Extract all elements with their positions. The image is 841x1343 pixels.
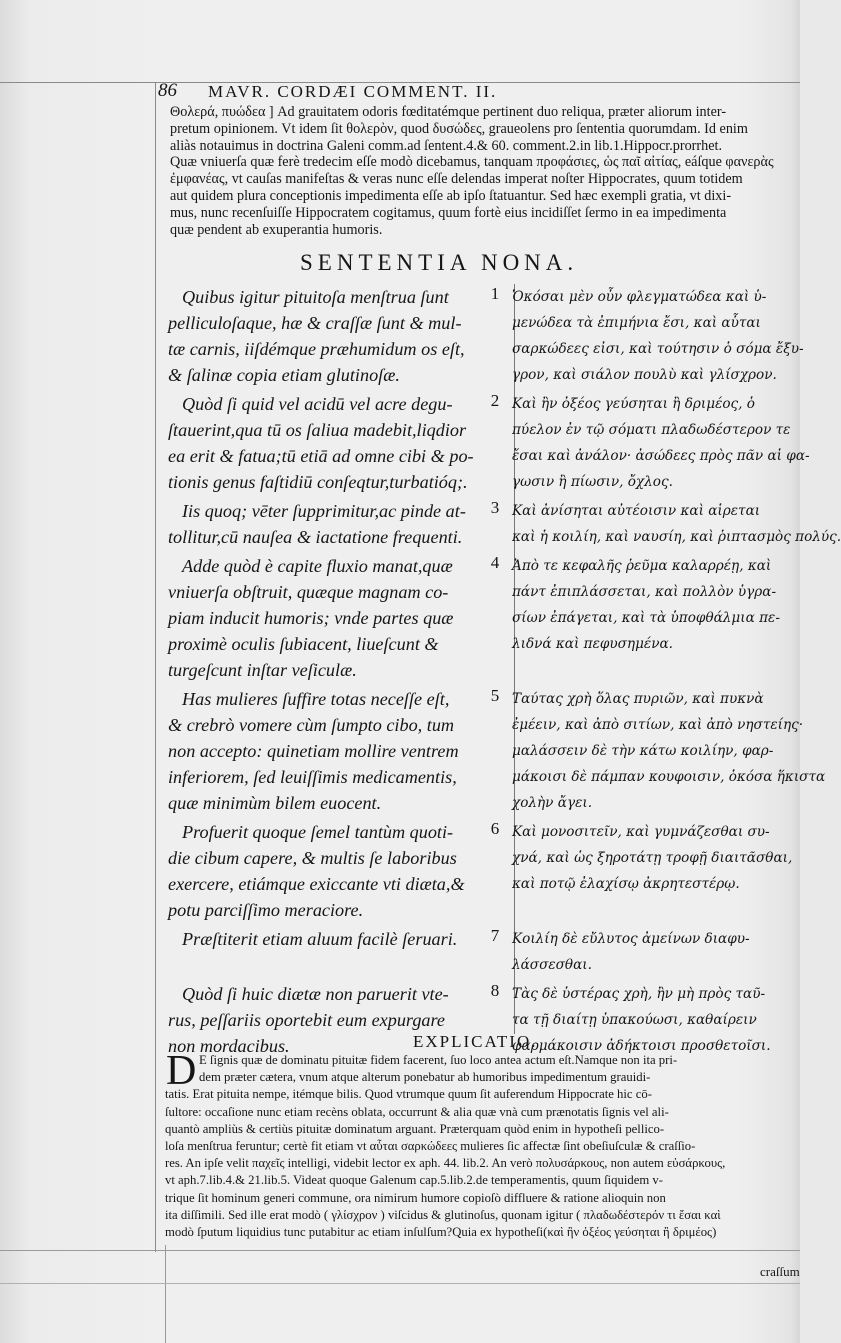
explicatio-line: modò ſputum liquidius tunc putabitur ac etiam inſulſum?Quia ex hypotheſi(καὶ ἢν ὀξέος γεύσηται ἢ δριμέος) — [165, 1225, 717, 1240]
latin-line: die cibum capere, & multis ſe laboribus — [168, 848, 457, 868]
intro-line: mus, nunc recenſuiſſe Hippocratem cogitamus, quum fortè eius incidiſſet ſermo in ea impedimenta — [170, 204, 727, 221]
intro-line: Θολερά, πυώδεα ] Ad grauitatem odoris fœditatémque pertinent duo reliqua, præter aliorum inter- — [170, 104, 727, 120]
explicatio-line: ita diſſimili. Sed ille erat modò ( γλίσχρον ) viſcidus & glutinoſus, quonam igitur ( πλαδωδέστερόν τι ἔσαι καὶ — [165, 1207, 721, 1222]
greek-line: Καὶ ἀνίσηται αὐτέοισιν καὶ αἱρεται — [512, 503, 761, 519]
sentence-number: 4 — [490, 553, 500, 572]
greek-line — [512, 657, 796, 683]
sentence-number: 6 — [490, 819, 500, 838]
latin-line: ea erit & fatua;tū etiā ad omne cibi & po- — [168, 446, 474, 466]
latin-line: Has mulieres ſuffire totas neceſſe eſt, — [182, 689, 450, 709]
running-head — [158, 80, 798, 104]
drop-capital: D — [166, 1048, 197, 1094]
greek-line: Ὁκόσαι μὲν οὖν φλεγματώδεα καὶ ὑ- — [512, 289, 767, 305]
latin-line: potu parciſſimo meraciore. — [168, 900, 364, 920]
latin-line: Quòd ſi huic diætæ non paruerit vte- — [182, 984, 449, 1004]
explicatio-title: EXPLICATIO. — [413, 1032, 538, 1051]
latin-line: quæ minimùm bilem euocent. — [168, 793, 382, 813]
greek-line: τα τῇ διαίτῃ ὑπακούωσι, καθαίρειν — [512, 1012, 757, 1028]
latin-line: pelliculoſaque, hæ & craſſæ ſunt & mul- — [168, 313, 462, 333]
greek-line: λάσσεσθαι. — [512, 957, 592, 973]
latin-column — [168, 284, 478, 1062]
page-foot-rule — [0, 1283, 800, 1284]
page-left-rule — [155, 82, 156, 1252]
latin-line: Quòd ſi quid vel acidū vel acre degu- — [182, 394, 453, 414]
explicatio-body — [165, 1048, 793, 1241]
section-title: SENTENTIA NONA. — [300, 250, 579, 275]
latin-line: Iis quoq; vēter ſupprimitur,ac pinde at- — [182, 501, 466, 521]
latin-line: Quibus igitur pituitoſa menſtrua ſunt — [182, 287, 449, 307]
greek-line: ἐμέειν, καὶ ἀπὸ σιτίων, καὶ ἀπὸ νηστείης· — [512, 717, 804, 733]
explicatio-line: dem præter cætera, vnum atque alterum ponebatur ab humoribus impedimentum grauidi- — [199, 1070, 651, 1085]
greek-line: μάκοισι δὲ πάμπαν κουφοισιν, ὁκόσα ἥκιστα — [512, 769, 826, 785]
latin-line: exercere, etiámque exiccante vti diæta,& — [168, 874, 465, 894]
greek-line: καὶ ἡ κοιλίη, καὶ ναυσίη, καὶ ῥιπτασμὸς πολύς. — [512, 529, 841, 545]
greek-line: σαρκώδεες εἰσι, καὶ τούτησιν ὁ σόμα ἔξυ- — [512, 341, 804, 357]
latin-line: non accepto: quinetiam mollire ventrem — [168, 741, 459, 761]
latin-line: proximè oculis ſubiacent, liueſcunt & — [168, 634, 439, 654]
latin-line: tollitur,cū nauſea & iactatione frequenti. — [168, 527, 463, 547]
intro-line: aut quidem plura conceptionis impedimenta eſſe ab ipſo ſtatuantur. Sed hæc exempli gratia, vt dixi- — [170, 187, 732, 204]
greek-line: Τὰς δὲ ὑστέρας χρὴ, ἢν μὴ πρὸς ταῦ- — [512, 986, 766, 1002]
latin-line: tæ carnis, iiſdémque præhumidum os eſt, — [168, 339, 465, 359]
greek-line: ἔσαι καὶ ἀνάλον· ἀσώδεες πρὸς πᾶν αἱ φα- — [512, 448, 810, 464]
explicatio-line: vt aph.7.lib.4.& 21.lib.5. Videat quoque Galenum cap.5.lib.2.de temperamentis, quum ſiquidem v- — [165, 1173, 663, 1188]
greek-line — [512, 897, 796, 923]
greek-line: Καὶ ἢν ὀξέος γεύσηται ἢ δριμέος, ὁ — [512, 396, 755, 412]
sentence-number: 2 — [490, 391, 500, 410]
latin-line — [168, 952, 478, 978]
explicatio-line: trique ſit hominum generi commune, ora nimirum humore copioſò diffluere & ratione alioquin non — [165, 1190, 666, 1205]
page-number: 86 — [158, 80, 177, 101]
page-left-rule-lower — [165, 1245, 166, 1343]
latin-line: rus, peſſariis oportebit eum expurgare — [168, 1010, 445, 1030]
greek-line: γρον, καὶ σιάλον πουλὺ καὶ γλίσχρον. — [512, 367, 777, 383]
sentence-number: 8 — [490, 981, 500, 1000]
greek-line: πύελον ἐν τῷ σόματι πλαδωδέστερον τε — [512, 422, 791, 438]
latin-line: & ſalinæ copia etiam glutinoſæ. — [168, 365, 400, 385]
latin-line: piam inducit humoris; vnde partes quæ — [168, 608, 454, 628]
latin-line: non mordacibus. — [168, 1036, 290, 1056]
greek-line: χνά, καὶ ὡς ξηροτάτῃ τροφῇ διαιτᾶσθαι, — [512, 850, 793, 866]
greek-line: πάντ ἐπιπλάσσεται, καὶ πολλὸν ὑγρα- — [512, 584, 777, 600]
sentence-number: 5 — [490, 686, 500, 705]
latin-line: vniuerſa obſtruit, quæque magnam co- — [168, 582, 449, 602]
intro-line: aliàs notauimus in doctrina Galeni comm.ad ſentent.4.& 60. comment.2.in lib.1.Hippocr.prorrhet. — [170, 137, 723, 154]
greek-line: μαλάσσειν δὲ τὴν κάτω κοιλίην, φαρ- — [512, 743, 774, 759]
greek-line: χολὴν ἄγει. — [512, 795, 593, 811]
greek-line: Ἀπὸ τε κεφαλῆς ῥεῦμα καλαρρέῃ, καὶ — [512, 558, 772, 574]
greek-line: φαρμάκοισιν ἀδήκτοισι προσθετοῖσι. — [512, 1038, 771, 1054]
greek-column — [512, 284, 841, 1062]
running-title: MAVR. CORDÆI COMMENT. II. — [208, 82, 498, 101]
catchword: craſſum — [760, 1264, 800, 1279]
greek-line: γωσιν ἢ πίωσιν, ὄχλος. — [512, 474, 673, 490]
latin-line: & crebrò vomere cùm ſumpto cibo, tum — [168, 715, 455, 735]
explicatio-line: res. An ipſe velit παχεῖς intelligi, videbit lector ex aph. 44. lib.2. An verò πολυσάρκους, non autem εὐσάρκους, — [165, 1156, 726, 1171]
intro-line: ἐμφανέας, vt cauſas manifeſtas & veras nunc eſſe delendas imperat noſter Hippocrates, quum totidem — [170, 171, 743, 188]
sentence-number: 3 — [490, 498, 500, 517]
greek-line: λιδνά καὶ πεφυσημένα. — [512, 636, 673, 652]
latin-line: tionis genus faſtidiū conſeqtur,turbatióq;. — [168, 472, 468, 492]
latin-line: turgeſcunt inſtar veſiculæ. — [168, 660, 357, 680]
greek-line: Κοιλίη δὲ εὔλυτος ἀμείνων διαφυ- — [512, 931, 750, 947]
page-bottom-rule — [0, 1250, 800, 1251]
greek-line: σίων ἐπάγεται, καὶ τὰ ὑποφθάλμια πε- — [512, 610, 780, 626]
sentence-number: 7 — [490, 926, 500, 945]
latin-line: ſtauerint,qua tū os ſaliua madebit,liqdior — [168, 420, 467, 440]
greek-line: Καὶ μονοσιτεῖν, καὶ γυμνάζεσθαι συ- — [512, 824, 770, 840]
intro-line: quæ pendent ab exuperantia humoris. — [170, 221, 383, 238]
latin-line: Præſtiterit etiam aluum facilè ſeruari. — [182, 929, 458, 949]
greek-line: Ταύτας χρὴ ὅλας πυριῶν, καὶ πυκνὰ — [512, 691, 764, 707]
explicatio-line: E ſignis quæ de dominatu pituitæ fidem facerent, ſuo loco antea actum eſt.Namque non ita pri- — [199, 1053, 678, 1067]
explicatio-line: tatis. Erat pituita nempe, itémque bilis. Quod vtrumque quum ſit auferendum Hippocrate hic cō- — [165, 1087, 652, 1102]
latin-line: inferiorem, ſed leuiſſimis medicamentis, — [168, 767, 457, 787]
greek-line: μενώδεα τὰ ἐπιμήνια ἔσι, καὶ αὗται — [512, 315, 761, 331]
intro-paragraph — [170, 104, 795, 238]
greek-line: καὶ ποτῷ ἐλαχίσῳ ἀκρητεστέρῳ. — [512, 876, 740, 892]
explicatio-line: ſultore: occaſione nunc etiam recèns oblata, occurrunt & alia quæ vnà cum prænotatis ſignis vel ali- — [165, 1104, 669, 1119]
latin-line: Profuerit quoque ſemel tantùm quoti- — [182, 822, 454, 842]
explicatio-line: quantò ampliùs & certiùs pituitæ dominatum arguant. Præterquam quòd enim in hypotheſi pellico- — [165, 1121, 665, 1136]
explicatio-line: loſa menſtrua feruntur; certè fit etiam vt αὗται σαρκώδεες mulieres ſic affectæ ſint obeſiuſculæ & craſſio- — [165, 1139, 696, 1154]
sentence-number: 1 — [490, 284, 500, 303]
latin-line: Adde quòd è capite fluxio manat,quæ — [182, 556, 453, 576]
intro-line: Quæ vniuerſa quæ ferè tredecim eſſe modò dicebamus, tanquam προφάσιες, ὡς παῖ αἰτίας, eáſque φανερὰς — [170, 154, 774, 171]
intro-line: pretum opinionem. Vt idem ſit θολερὸν, quod δυσώδες, graueolens pro ſententia quorumdam. Id enim — [170, 120, 748, 137]
